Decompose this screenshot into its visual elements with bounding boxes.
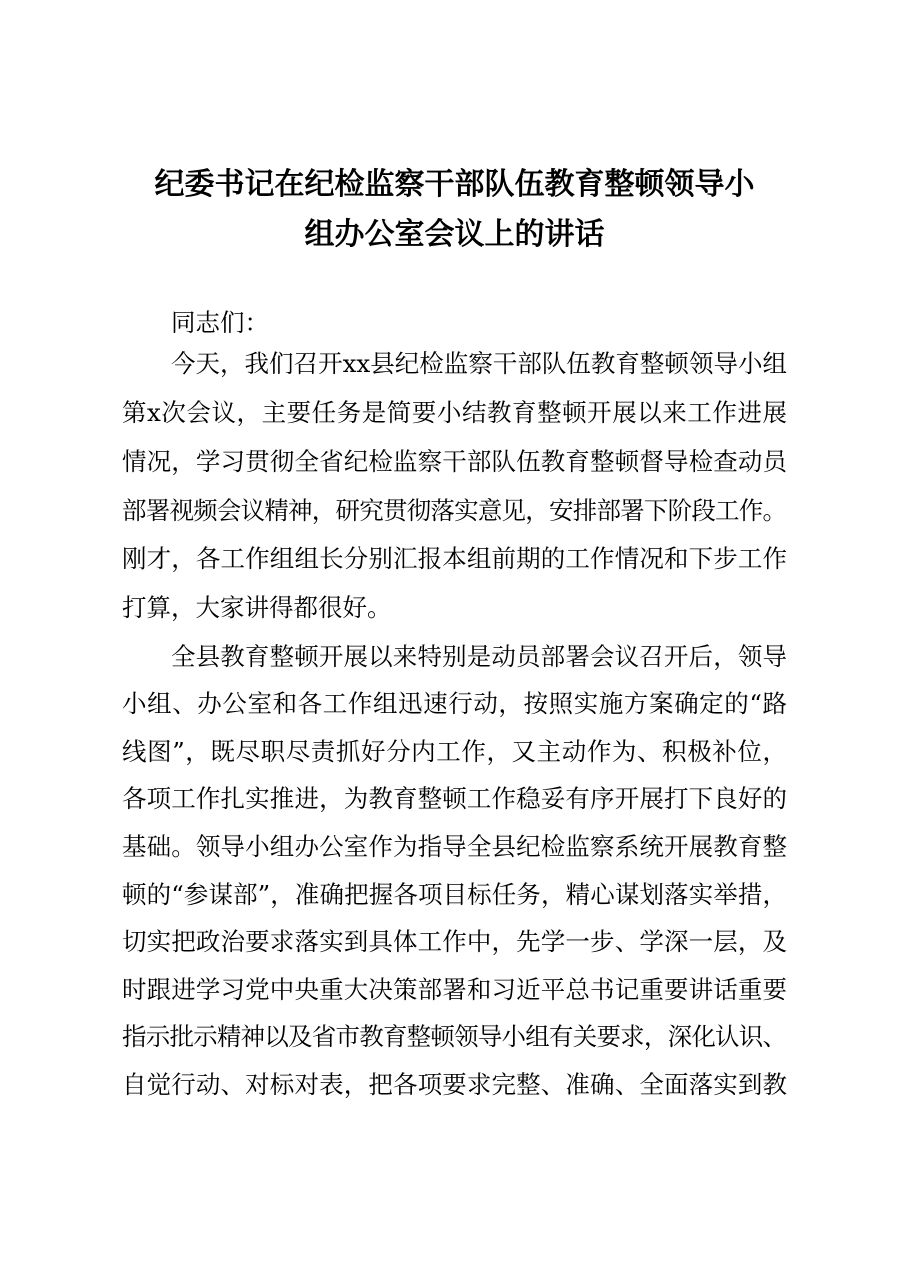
- paragraph-2-line: 小组、办公室和各工作组迅速行动，按照实施方案确定的“路: [122, 689, 788, 718]
- paragraph-2-line: 自觉行动、对标对表，把各项要求完整、准确、全面落实到教: [122, 1070, 788, 1099]
- paragraph-2-line: 指示批示精神以及省市教育整顿领导小组有关要求，深化认识、: [122, 1022, 787, 1051]
- paragraph-1-line: 情况，学习贯彻全省纪检监察干部队伍教育整顿督导检查动员: [122, 447, 788, 476]
- paragraph-2-line: 全县教育整顿开展以来特别是动员部署会议召开后，领导: [171, 642, 788, 671]
- paragraph-2-line: 基础。领导小组办公室作为指导全县纪检监察系统开展教育整: [122, 832, 788, 861]
- paragraph-2-line: 各项工作扎实推进，为教育整顿工作稳妥有序开展打下良好的: [122, 784, 788, 813]
- paragraph-1-line: 今天，我们召开xx县纪检监察干部队伍教育整顿领导小组: [171, 349, 788, 378]
- paragraph-1-line: 刚才，各工作组组长分别汇报本组前期的工作情况和下步工作: [122, 544, 788, 573]
- document-title-line-1: 纪委书记在纪检监察干部队伍教育整顿领导小: [154, 167, 755, 202]
- salutation: 同志们：: [171, 308, 269, 337]
- paragraph-2-line: 时跟进学习党中央重大决策部署和习近平总书记重要讲话重要: [122, 975, 788, 1004]
- paragraph-1-line: 打算，大家讲得都很好。: [122, 593, 392, 622]
- paragraph-2-line: 切实把政治要求落实到具体工作中，先学一步、学深一层，及: [122, 927, 788, 956]
- paragraph-1-line: 第x次会议，主要任务是简要小结教育整顿开展以来工作进展: [122, 398, 788, 427]
- paragraph-2-line: 顿的“参谋部”，准确把握各项目标任务，精心谋划落实举措，: [122, 880, 788, 909]
- paragraph-1-line: 部署视频会议精神，研究贯彻落实意见，安排部署下阶段工作。: [122, 496, 787, 525]
- paragraph-2-line: 线图”，既尽职尽责抓好分内工作，又主动作为、积极补位，: [122, 737, 788, 766]
- document-title-line-2: 组办公室会议上的讲话: [304, 217, 605, 252]
